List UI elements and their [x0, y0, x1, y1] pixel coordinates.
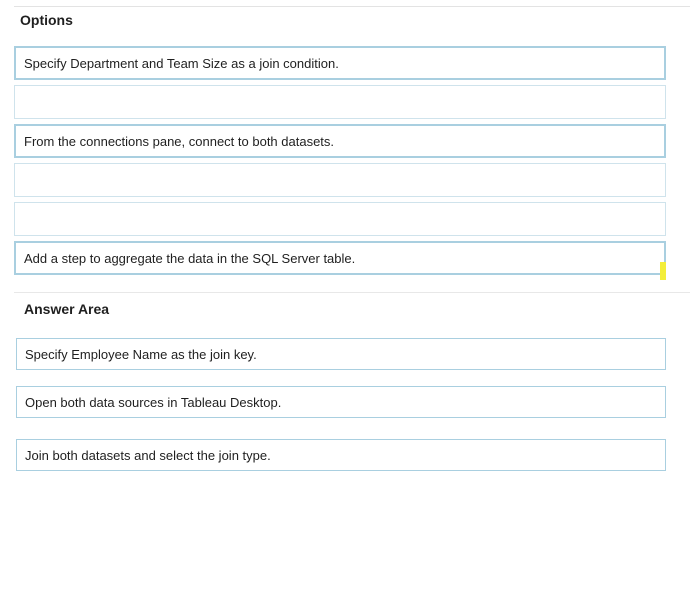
options-title: Options: [20, 12, 73, 28]
answer-item-open-data-sources[interactable]: Open both data sources in Tableau Desktop.: [16, 386, 666, 418]
option-item-aggregate-step[interactable]: Add a step to aggregate the data in the SQL Server table.: [14, 241, 666, 275]
option-item-connect-datasets[interactable]: From the connections pane, connect to both datasets.: [14, 124, 666, 158]
option-slot-empty[interactable]: [14, 163, 666, 197]
answer-item-employee-name-key[interactable]: Specify Employee Name as the join key.: [16, 338, 666, 370]
option-slot-empty[interactable]: [14, 202, 666, 236]
answer-area-title: Answer Area: [24, 301, 110, 317]
answer-item-join-datasets[interactable]: Join both datasets and select the join type.: [16, 439, 666, 471]
drag-cursor-marker: [660, 262, 666, 280]
top-divider: [14, 6, 690, 7]
section-divider: [14, 292, 690, 293]
option-item-department-team-size[interactable]: Specify Department and Team Size as a join condition.: [14, 46, 666, 80]
option-slot-empty[interactable]: [14, 85, 666, 119]
